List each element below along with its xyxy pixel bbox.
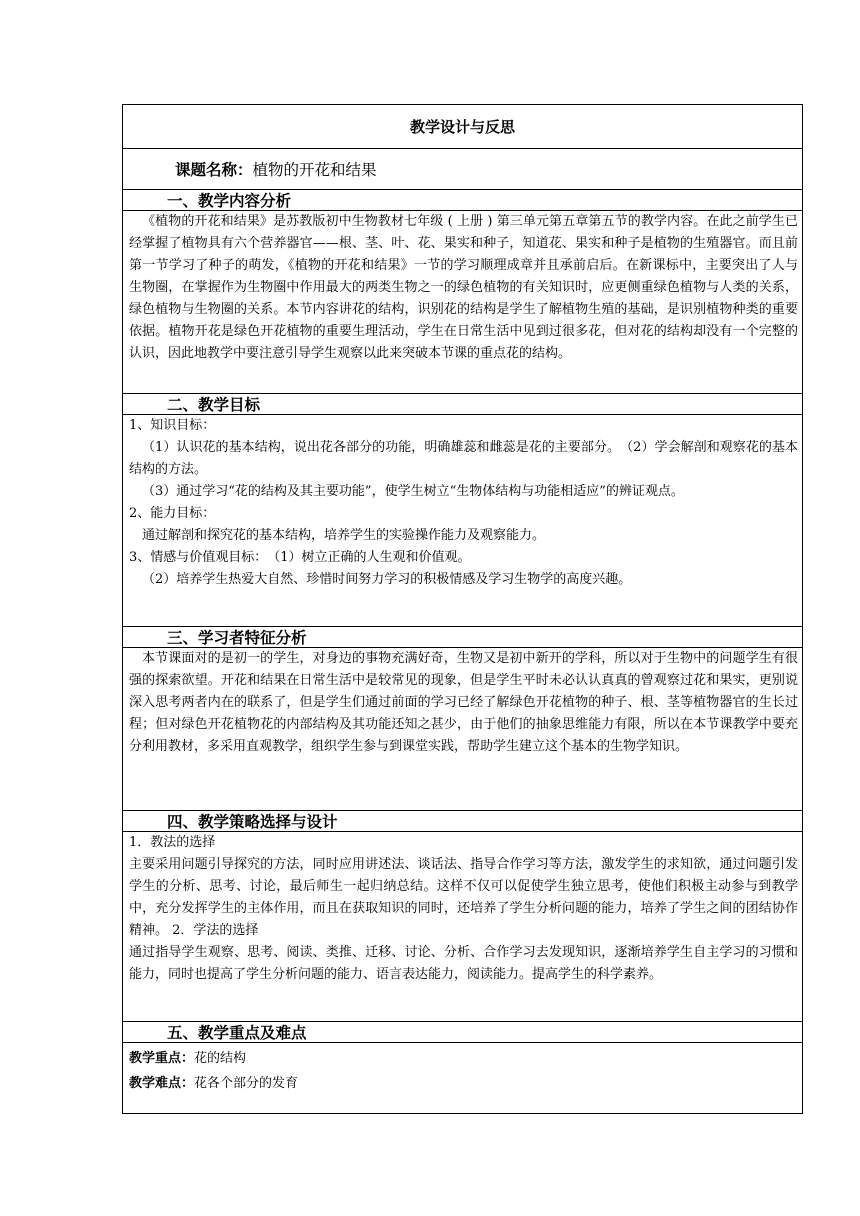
objective-line: 通过解剖和探究花的基本结构，培养学生的实验操作能力及观察能力。 [142,528,546,543]
objective-line: 3、情感与价值观目标： （1）树立正确的人生观和价值观。 [129,550,471,565]
section-heading-key-points: 五、教学重点及难点 [123,1022,802,1043]
difficulty-line [129,1071,798,1096]
key-point-label: 教学重点： [129,1051,195,1066]
difficulty-value: 花各个部分的发育 [194,1076,299,1091]
difficulty-label: 教学难点： [129,1076,195,1091]
content-analysis-paragraph: 《植物的开花和结果》是苏教版初中生物教材七年级 ( 上册 ) 第三单元第五章第五节的教学内容。在此之前学生已经掌握了植物具有六个营养器官——根、茎、叶、花、果实和种子，知道花、果实和种子是植物的生殖器官。而且前第一节学习了种子的萌发，《植物的开花和结果》一节的学习顺理成章并且承前启后。在新课标中，主要突出了人与生物圈，在掌握作为生物圈中作用最大的两类生物之一的绿色植物的有关知识时，应更侧重绿色植物与人类的关系，绿色植物与生物圈的关系。本节内容讲花的结构，识别花的结构是学生了解植物生殖的基础，是识别植物种类的重要依据。植物开花是绿色开花植物的重要生理活动，学生在日常生活中见到过很多花，但对花的结构却没有一个完整的认识，因此地教学中要注意引导学生观察以此来突破本节课的重点花的结构。 [129,214,798,361]
course-label: 课题名称： [175,160,253,179]
section-body-content-analysis [123,211,802,394]
course-value: 植物的开花和结果 [252,161,377,179]
objective-line: 1、知识目标： [129,418,216,433]
objective-line: 2、能力目标： [129,506,216,521]
learner-analysis-paragraph: 本节课面对的是初一的学生，对身边的事物充满好奇，生物又是初中新开的学科，所以对于生物中的问题学生有很强的探索欲望。开花和结果在日常生活中是较常见的现象，但是学生平时未必认认真真的曾观察过花和果实，更别说深入思考两者内在的联系了，但是学生们通过前面的学习已经了解绿色开花植物的种子、根、茎等植物器官的生长过程；但对绿色开花植物花的内部结构及其功能还知之甚少，由于他们的抽象思维能力有限，所以在本节课教学中要充分利用教材，多采用直观教学，组织学生参与到课堂实践，帮助学生建立这个基本的生物学知识。 [129,651,798,754]
section-heading-content-analysis: 一、教学内容分析 [123,190,802,211]
objective-line: （3）通过学习“花的结构及其主要功能”，使学生树立“生物体结构与功能相适应”的辨证观点。 [142,484,684,499]
section-heading-objectives: 二、教学目标 [123,394,802,415]
document-title: 教学设计与反思 [123,105,802,149]
key-point-value: 花的结构 [194,1051,247,1066]
strategy-line: 通过指导学生观察、思考、阅读、类推、迁移、讨论、分析、合作学习去发现知识，逐渐培养学生自主学习的习惯和能力，同时也提高了学生分析问题的能力、语言表达能力，阅读能力。提高学生的科学素养。 [129,945,798,982]
strategy-line: 1．教法的选择 [129,835,216,850]
course-row [123,149,802,190]
section-heading-strategy: 四、教学策略选择与设计 [123,811,802,832]
key-point-line [129,1046,798,1071]
section-body-learner-analysis [123,648,802,811]
section-body-key-points [123,1043,802,1113]
section-body-strategy [123,832,802,1022]
section-body-objectives [123,415,802,627]
objective-line: （1）认识花的基本结构，说出花各部分的功能，明确雄蕊和雌蕊是花的主要部分。 （2）学会解剖和观察花的基本结构的方法。 [129,440,798,477]
objective-line: （2）培养学生热爱大自然、珍惜时间努力学习的积极情感及学习生物学的高度兴趣。 [142,572,632,587]
strategy-line: 主要采用问题引导探究的方法，同时应用讲述法、谈话法、指导合作学习等方法，激发学生的求知欲，通过问题引发学生的分析、思考、讨论，最后师生一起归纳总结。这样不仅可以促使学生独立思考，使他们积极主动参与到教学中，充分发挥学生的主体作用，而且在获取知识的同时，还培养了学生分析问题的能力，培养了学生之间的团结协作精神。 2．学法的选择 [129,857,798,938]
section-heading-learner-analysis: 三、学习者特征分析 [123,627,802,648]
lesson-plan-table [122,104,803,1114]
